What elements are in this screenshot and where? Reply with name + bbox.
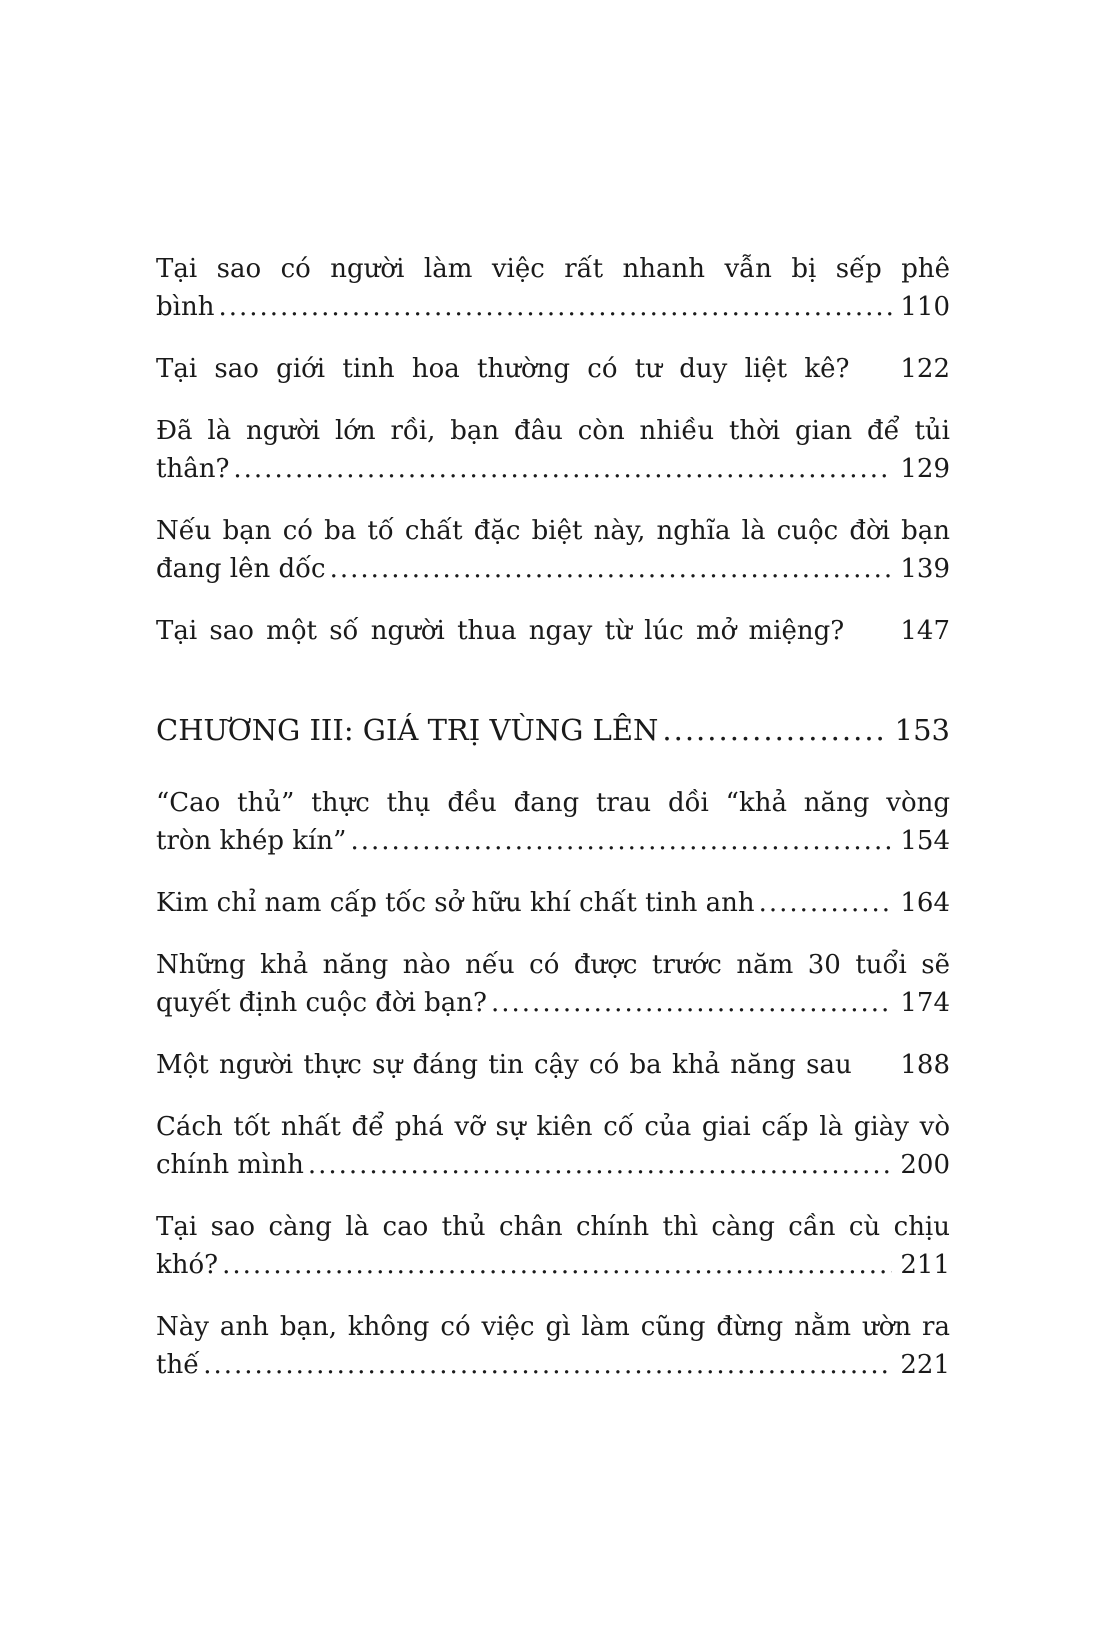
toc-page-number: 221 bbox=[900, 1350, 950, 1380]
chapter-page-number: 153 bbox=[894, 713, 950, 747]
toc-entry-title: Tại sao giới tinh hoa thường có tư duy liệt kê? bbox=[156, 354, 850, 384]
toc-entry-title-line1: Đã là người lớn rồi, bạn đâu còn nhiều thời gian để tủi bbox=[156, 416, 950, 446]
toc-page-number: 200 bbox=[900, 1150, 950, 1180]
toc-entry-title-line2: quyết định cuộc đời bạn? bbox=[156, 988, 487, 1018]
toc-entry-title-line1: “Cao thủ” thực thụ đều đang trau dồi “khả năng vòng bbox=[156, 788, 950, 818]
toc-entry[interactable] bbox=[156, 784, 950, 860]
toc-page-number: 154 bbox=[900, 826, 950, 856]
toc-page-number: 164 bbox=[900, 888, 950, 918]
toc-entry[interactable] bbox=[156, 512, 950, 588]
toc-entry-title-line1: Cách tốt nhất để phá vỡ sự kiên cố của giai cấp là giày vò bbox=[156, 1112, 950, 1142]
leader-dots bbox=[662, 710, 886, 750]
toc-entry[interactable] bbox=[156, 1046, 950, 1084]
leader-dots bbox=[218, 288, 892, 326]
toc-entry-title-line2: tròn khép kín” bbox=[156, 826, 347, 856]
toc-entry-title-line2: thân? bbox=[156, 454, 230, 484]
toc-page-number: 110 bbox=[900, 292, 950, 322]
toc-entry-title-line1: Tại sao càng là cao thủ chân chính thì càng cần cù chịu bbox=[156, 1212, 950, 1242]
toc-entry-title-line2: bình bbox=[156, 292, 215, 322]
toc-entry[interactable] bbox=[156, 612, 950, 650]
toc-page-number: 211 bbox=[900, 1250, 950, 1280]
leader-dots bbox=[330, 550, 893, 588]
toc-entry[interactable] bbox=[156, 250, 950, 326]
toc-page-number: 139 bbox=[900, 554, 950, 584]
toc-entry[interactable] bbox=[156, 412, 950, 488]
leader-dots bbox=[233, 450, 892, 488]
toc-entry-title-line1: Này anh bạn, không có việc gì làm cũng đừng nằm ườn ra bbox=[156, 1312, 950, 1342]
toc-entry-title: Kim chỉ nam cấp tốc sở hữu khí chất tinh anh bbox=[156, 888, 755, 918]
toc-page-number: 129 bbox=[900, 454, 950, 484]
leader-dots bbox=[491, 984, 892, 1022]
leader-dots bbox=[759, 884, 893, 922]
leader-dots bbox=[350, 822, 892, 860]
toc-entry[interactable] bbox=[156, 946, 950, 1022]
toc-entry[interactable] bbox=[156, 350, 950, 388]
toc-entry-title-line2: thế bbox=[156, 1350, 200, 1380]
toc-entry-title-line1: Tại sao có người làm việc rất nhanh vẫn bị sếp phê bbox=[156, 254, 950, 284]
toc-page-number: 122 bbox=[900, 354, 950, 384]
table-of-contents bbox=[156, 250, 950, 1408]
toc-entry[interactable] bbox=[156, 884, 950, 922]
toc-entry[interactable] bbox=[156, 1208, 950, 1284]
leader-dots bbox=[222, 1246, 892, 1284]
toc-entry-title-line1: Nếu bạn có ba tố chất đặc biệt này, nghĩa là cuộc đời bạn bbox=[156, 516, 950, 546]
leader-dots bbox=[203, 1346, 892, 1384]
toc-entry-title-line2: khó? bbox=[156, 1250, 219, 1280]
chapter-title: CHƯƠNG III: GIÁ TRỊ VÙNG LÊN bbox=[156, 713, 659, 747]
toc-entry[interactable] bbox=[156, 1308, 950, 1384]
toc-entry-title-line2: chính mình bbox=[156, 1150, 304, 1180]
chapter-heading[interactable] bbox=[156, 710, 950, 750]
toc-page-number: 188 bbox=[900, 1050, 950, 1080]
toc-entry-title-line1: Những khả năng nào nếu có được trước năm 30 tuổi sẽ bbox=[156, 950, 950, 980]
toc-entry-title: Tại sao một số người thua ngay từ lúc mở miệng? bbox=[156, 616, 845, 646]
toc-page-number: 147 bbox=[900, 616, 950, 646]
leader-dots bbox=[308, 1146, 893, 1184]
toc-entry-title: Một người thực sự đáng tin cậy có ba khả năng sau bbox=[156, 1050, 852, 1080]
toc-page-number: 174 bbox=[900, 988, 950, 1018]
toc-entry-title-line2: đang lên dốc bbox=[156, 554, 326, 584]
toc-entry[interactable] bbox=[156, 1108, 950, 1184]
